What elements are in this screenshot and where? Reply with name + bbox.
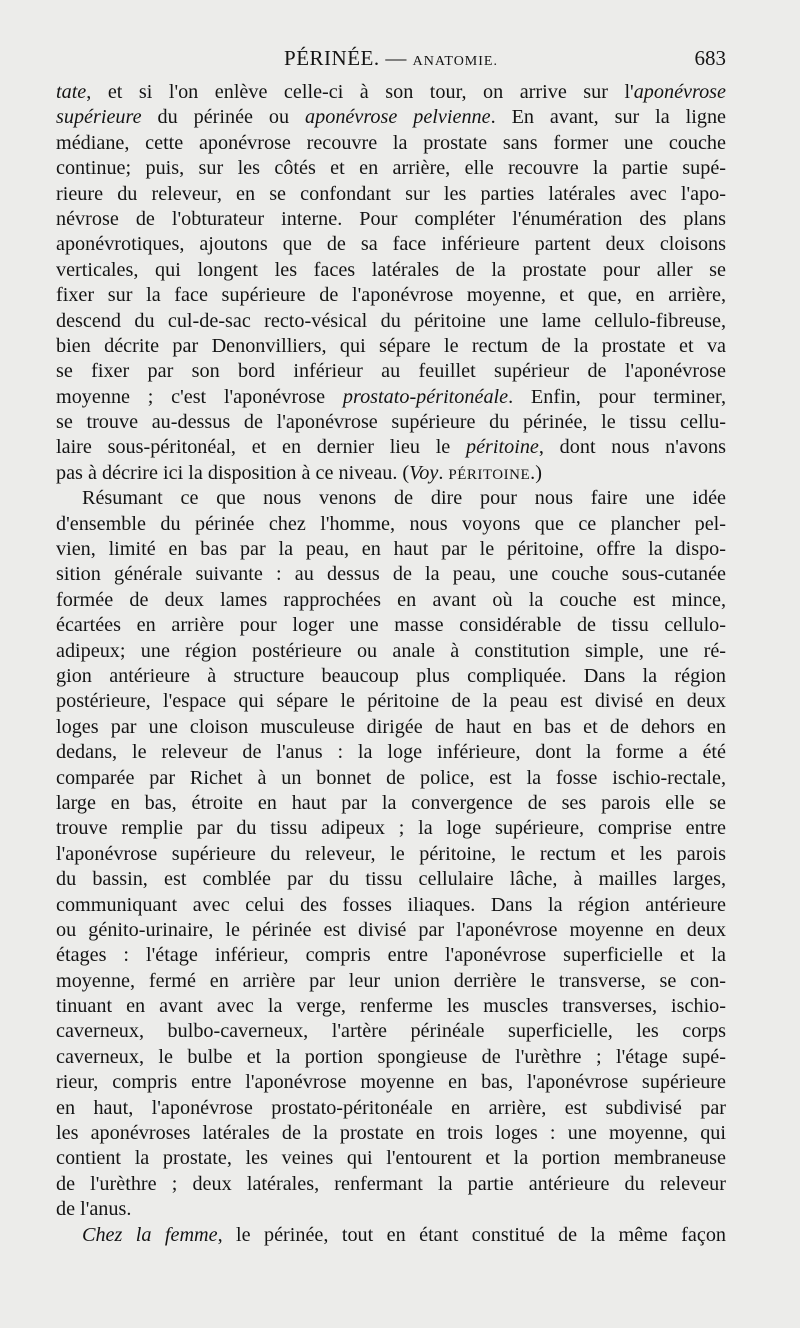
text-run: large en bas, étroite en haut par la convergence de ses parois elle se — [56, 791, 726, 814]
text-line — [56, 334, 726, 359]
text-line — [56, 766, 726, 791]
text-run: , dont nous n'avons — [538, 436, 726, 459]
text-line — [56, 156, 726, 181]
text-run: loges par une cloison musculeuse dirigée de haut en bas et de dehors en — [56, 715, 726, 738]
text-line — [56, 435, 726, 460]
text-line — [56, 689, 726, 714]
text-line — [56, 1121, 726, 1146]
text-line — [56, 1172, 726, 1197]
text-run: d'ensemble du périnée chez l'homme, nous voyons que ce plancher pel- — [56, 512, 726, 535]
text-line — [56, 1197, 726, 1222]
text-line — [56, 182, 726, 207]
text-line — [56, 969, 726, 994]
text-run: aponévrotiques, ajoutons que de sa face inférieure partent deux cloisons — [56, 233, 726, 256]
text-run: laire sous-péritonéal, et en dernier lieu le — [56, 436, 466, 459]
running-header — [56, 40, 726, 74]
text-line — [56, 740, 726, 765]
text-run: descend du cul-de-sac recto-vésical du péritoine une lame cellulo-fibreuse, — [56, 309, 726, 332]
page-number: 683 — [694, 46, 726, 70]
italic-text: péritoine — [466, 436, 539, 459]
text-line — [56, 867, 726, 892]
text-line — [56, 105, 726, 130]
text-run: moyenne ; c'est l'aponévrose — [56, 385, 343, 408]
text-line — [56, 842, 726, 867]
small-caps-text: PÉRITOINE — [448, 466, 531, 483]
text-run: les aponévroses latérales de la prostate en trois loges : une moyenne, qui — [56, 1122, 726, 1145]
text-run: . En avant, sur la ligne — [490, 106, 727, 129]
text-run: rieure du releveur, en se confondant sur les parties latérales avec l'apo- — [56, 182, 726, 205]
text-line — [56, 943, 726, 968]
text-line — [56, 486, 726, 511]
text-line — [56, 309, 726, 334]
text-line — [56, 410, 726, 435]
text-line — [56, 258, 726, 283]
header-dash: — — [385, 46, 407, 70]
text-run: de l'urèthre ; deux latérales, renfermant la partie antérieure du releveur — [56, 1172, 726, 1195]
text-line — [56, 1045, 726, 1070]
text-run: verticales, qui longent les faces latérales de la prostate pour aller se — [56, 258, 726, 281]
italic-text: prostato-péritonéale — [342, 385, 509, 408]
text-line — [56, 80, 726, 105]
text-line — [56, 131, 726, 156]
text-run: Résumant ce que nous venons de dire pour nous faire une idée — [82, 487, 726, 510]
text-run: écartées en arrière pour loger une masse considérable de tissu cellulo- — [56, 614, 726, 637]
text-line — [56, 1070, 726, 1095]
text-run: du bassin, est comblée par du tissu cellulaire lâche, à mailles larges, — [56, 868, 726, 891]
text-run: en haut, l'aponévrose prostato-péritonéale en arrière, est subdivisé par — [56, 1096, 726, 1119]
text-run: caverneux, bulbo-caverneux, l'artère périnéale superficielle, les corps — [56, 1020, 726, 1043]
text-run: . Enfin, pour terminer, — [508, 385, 726, 408]
text-line — [56, 385, 726, 410]
italic-text: tate — [56, 81, 87, 103]
text-run: médiane, cette aponévrose recouvre la prostate sans former une couche — [56, 131, 726, 154]
text-run: rieur, compris entre l'aponévrose moyenne en bas, l'aponévrose supérieure — [56, 1071, 726, 1094]
text-run: du périnée ou — [141, 106, 306, 129]
text-run: trouve remplie par du tissu adipeux ; la loge supérieure, comprise entre — [56, 817, 726, 840]
text-line — [56, 359, 726, 384]
text-run: vien, limité en bas par la peau, en haut par le péritoine, offre la dispo- — [56, 538, 726, 561]
text-run: de l'anus. — [56, 1198, 132, 1221]
text-run: bien décrite par Denonvilliers, qui sépare le rectum de la prostate et va — [56, 334, 726, 357]
text-run: caverneux, le bulbe et la portion spongieuse de l'urèthre ; l'étage supé- — [56, 1045, 726, 1068]
italic-text: aponévrose — [633, 81, 726, 103]
text-line — [56, 232, 726, 257]
italic-text: Chez la femme — [82, 1223, 218, 1246]
header-subtitle: ANATOMIE. — [412, 54, 498, 69]
text-run: continue; puis, sur les côtés et en arrière, elle recouvre la partie supé- — [56, 157, 726, 180]
text-line — [56, 994, 726, 1019]
text-run: gion antérieure à structure beaucoup plus compliquée. Dans la région — [56, 664, 726, 687]
text-run: . — [438, 461, 449, 484]
text-line — [56, 893, 726, 918]
text-run: tinuant en avant avec la verge, renferme les muscles transverses, ischio- — [56, 995, 726, 1018]
text-line — [56, 816, 726, 841]
text-run: contient la prostate, les veines qui l'entourent et la portion membraneuse — [56, 1147, 726, 1170]
text-run: ou génito-urinaire, le périnée est divisé par l'aponévrose moyenne en deux — [56, 918, 726, 941]
text-line — [56, 537, 726, 562]
text-line — [56, 1019, 726, 1044]
text-line — [56, 512, 726, 537]
text-run: se fixer par son bord inférieur au feuillet supérieur de l'aponévrose — [56, 360, 726, 383]
text-line — [56, 283, 726, 308]
text-line — [56, 588, 726, 613]
text-run: névrose de l'obturateur interne. Pour compléter l'énumération des plans — [56, 207, 726, 230]
text-line — [56, 562, 726, 587]
text-run: l'aponévrose supérieure du releveur, le péritoine, le rectum et les parois — [56, 842, 726, 865]
text-run: communiquant avec celui des fosses iliaques. Dans la région antérieure — [56, 893, 726, 916]
text-line — [56, 715, 726, 740]
text-line — [56, 1146, 726, 1171]
italic-text: supérieure — [56, 106, 142, 129]
body-text — [56, 80, 726, 1248]
text-line — [56, 1223, 726, 1248]
text-run: , et si l'on enlève celle-ci à son tour, on arrive sur l' — [86, 81, 634, 103]
text-line — [56, 613, 726, 638]
text-run: postérieure, l'espace qui sépare le péritoine de la peau est divisé en deux — [56, 690, 726, 713]
text-run: formée de deux lames rapprochées en avant où la couche est mince, — [56, 588, 726, 611]
text-line — [56, 1096, 726, 1121]
text-run: moyenne, fermé en arrière par leur union derrière le transverse, se con- — [56, 969, 726, 992]
text-run: comparée par Richet à un bonnet de police, est la fosse ischio-rectale, — [56, 766, 726, 789]
italic-text: aponévrose pelvienne — [305, 106, 491, 129]
text-run: se trouve au-dessus de l'aponévrose supérieure du périnée, le tissu cellu- — [56, 411, 726, 434]
text-line — [56, 791, 726, 816]
text-line — [56, 207, 726, 232]
text-line — [56, 639, 726, 664]
running-title — [56, 46, 726, 71]
header-title: PÉRINÉE. — [284, 46, 380, 70]
text-run: .) — [530, 461, 542, 484]
text-line — [56, 664, 726, 689]
text-run: dedans, le releveur de l'anus : la loge inférieure, dont la forme a été — [56, 741, 726, 764]
text-run: étages : l'étage inférieur, compris entre l'aponévrose superficielle et la — [56, 944, 726, 967]
text-run: , le périnée, tout en étant constitué de la même façon — [217, 1223, 727, 1246]
text-run: sition générale suivante : au dessus de la peau, une couche sous-cutanée — [56, 563, 726, 586]
italic-text: Voy — [409, 461, 439, 484]
text-run: adipeux; une région postérieure ou anale à constitution simple, une ré- — [56, 639, 726, 662]
text-line — [56, 918, 726, 943]
text-line — [56, 461, 726, 486]
text-run: pas à décrire ici la disposition à ce niveau. ( — [56, 461, 410, 484]
text-run: fixer sur la face supérieure de l'aponévrose moyenne, et que, en arrière, — [56, 284, 726, 307]
